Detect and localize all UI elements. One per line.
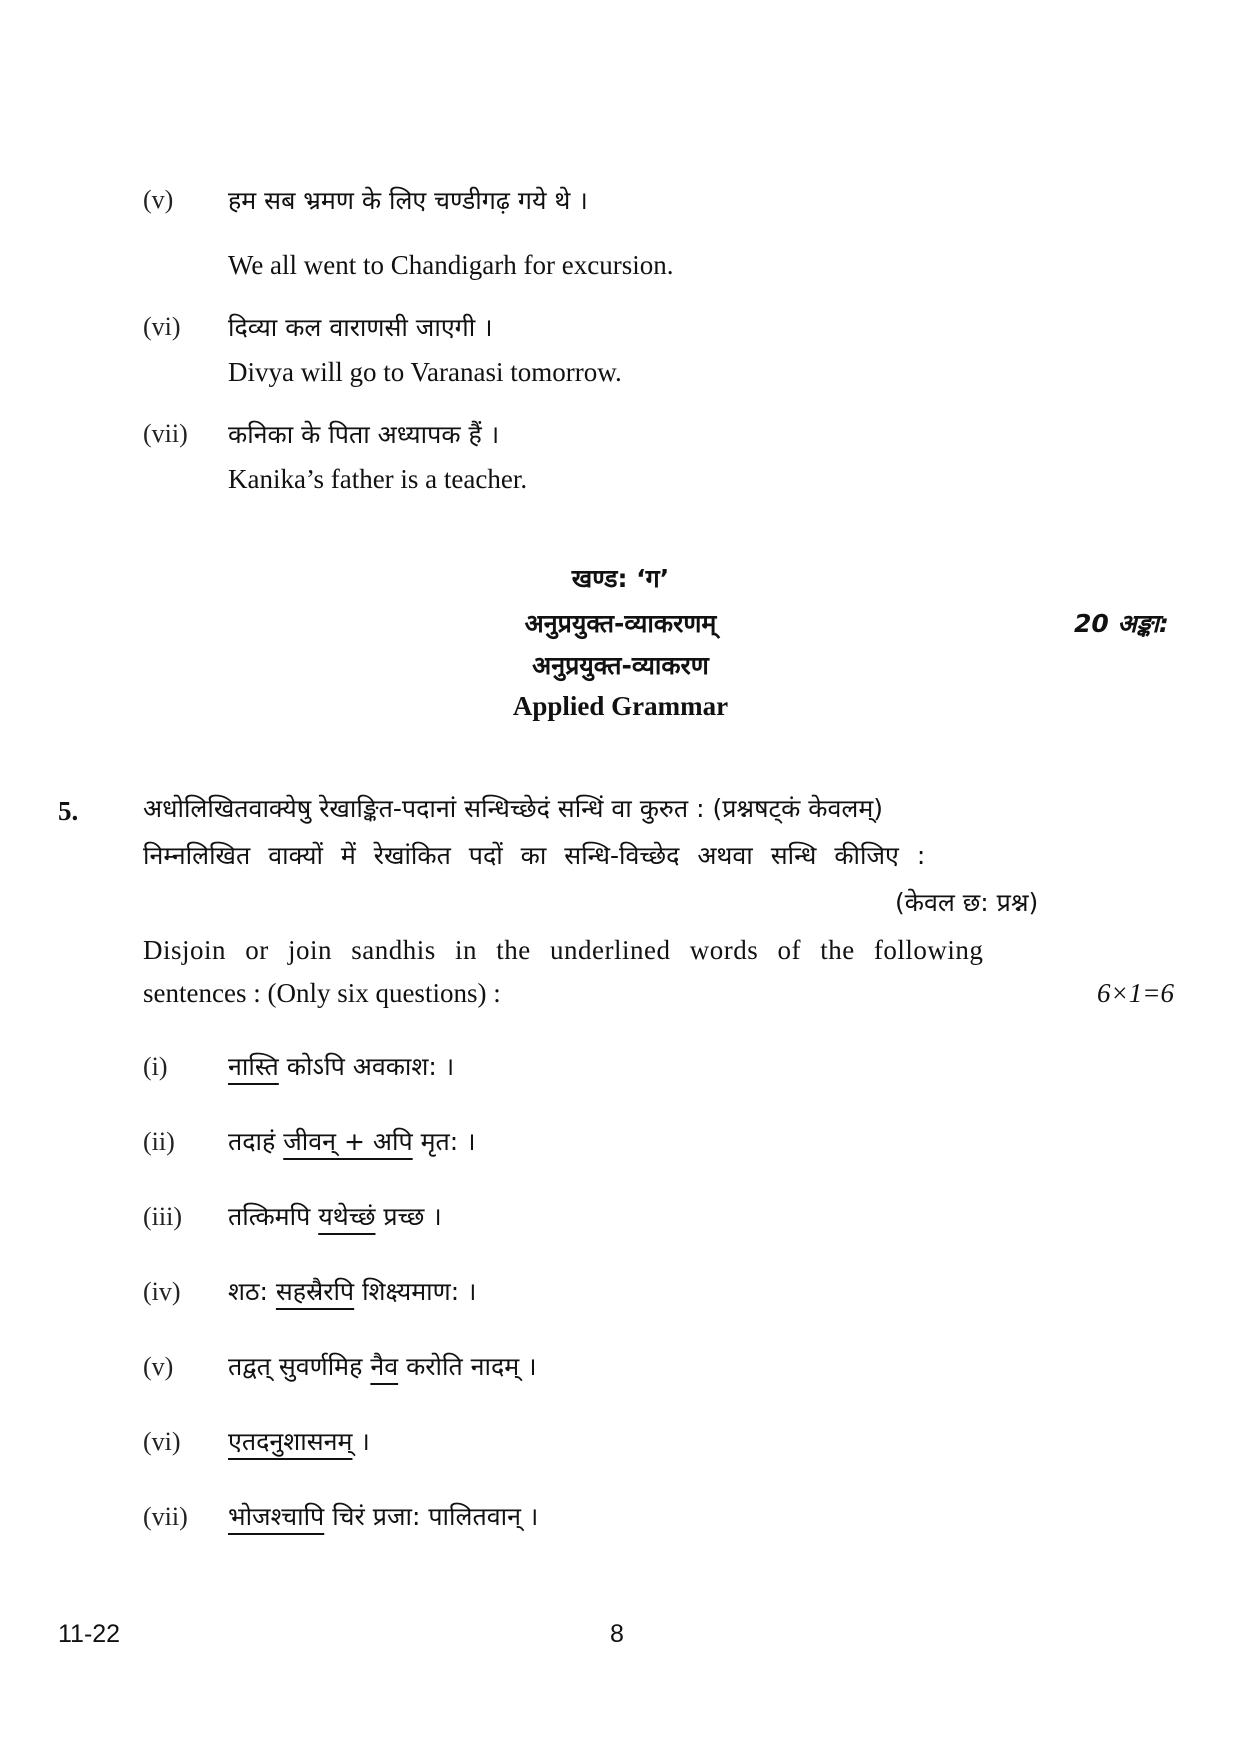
- sub-item-text: एतदनुशासनम् ।: [228, 1427, 370, 1456]
- page-number: 8: [610, 1620, 624, 1648]
- item-number: (v): [143, 185, 174, 214]
- section-sanskrit-title: अनुप्रयुक्त-व्याकरणम्: [524, 609, 717, 638]
- sub-item-text: भोजश्चापि चिरं प्रजा: पालितवान् ।: [228, 1502, 539, 1531]
- sub-item-number: (iv): [143, 1277, 181, 1306]
- sub-item-text: तद्वत् सुवर्णमिह नैव करोति नादम् ।: [228, 1352, 537, 1381]
- sub-item-number: (ii): [143, 1127, 175, 1156]
- sub-item-number: (v): [143, 1352, 174, 1381]
- question-english-line1: Disjoin or join sandhis in the underlined words of the following: [143, 935, 984, 965]
- sub-item-text: तदाहं जीवन् + अपि मृत: ।: [228, 1127, 476, 1156]
- question-number: 5.: [58, 796, 79, 826]
- hindi-sentence: हम सब भ्रमण के लिए चण्डीगढ़ गये थे ।: [228, 186, 588, 215]
- sub-item-number: (i): [143, 1052, 168, 1081]
- section-hindi-title: अनुप्रयुक्त-व्याकरण: [532, 651, 709, 680]
- sub-item-number: (vi): [143, 1427, 181, 1456]
- question-hindi-line1: निम्नलिखित वाक्यों में रेखांकित पदों का सन्धि-विच्छेद अथवा सन्धि कीजिए :: [143, 841, 926, 870]
- question-marks: 6×1=6: [1097, 978, 1174, 1008]
- section-english-title: Applied Grammar: [512, 691, 729, 721]
- question-english-line2: sentences : (Only six questions) :: [143, 978, 501, 1008]
- sub-item-number: (vii): [143, 1502, 188, 1531]
- english-sentence: Kanika’s father is a teacher.: [228, 464, 528, 494]
- underlined-word: सहस्रैरपि: [275, 1277, 355, 1306]
- item-number: (vii): [143, 419, 188, 448]
- underlined-word: जीवन् + अपि: [283, 1127, 413, 1156]
- sub-item-text: शठ: सहस्रैरपि शिक्ष्यमाण: ।: [228, 1277, 477, 1306]
- item-number: (vi): [143, 312, 181, 341]
- sub-item-text: नास्ति कोऽपि अवकाश: ।: [228, 1052, 455, 1081]
- section-marks: 20 अङ्का:: [1074, 609, 1169, 638]
- underlined-word: नास्ति: [228, 1052, 279, 1081]
- underlined-word: भोजश्चापि: [228, 1502, 325, 1531]
- section-title: खण्ड: ‘ग’: [571, 564, 670, 593]
- english-sentence: Divya will go to Varanasi tomorrow.: [228, 357, 622, 387]
- sub-item-number: (iii): [143, 1202, 182, 1231]
- paper-code: 11-22: [58, 1620, 121, 1648]
- hindi-sentence: कनिका के पिता अध्यापक हैं ।: [228, 420, 500, 449]
- english-sentence: We all went to Chandigarh for excursion.: [228, 250, 674, 280]
- sub-item-text: तत्किमपि यथेच्छं प्रच्छ ।: [228, 1202, 442, 1231]
- question-hindi-line2: (केवल छ: प्रश्न): [895, 888, 1039, 917]
- question-sanskrit: अधोलिखितवाक्येषु रेखाङ्कित-पदानां सन्धिच्छेदं सन्धिं वा कुरुत : (प्रश्नषट्कं केवलम्): [143, 794, 884, 823]
- underlined-word: नैव: [370, 1352, 399, 1381]
- underlined-word: एतदनुशासनम्: [228, 1427, 353, 1456]
- hindi-sentence: दिव्या कल वाराणसी जाएगी ।: [228, 313, 493, 342]
- underlined-word: यथेच्छं: [318, 1202, 376, 1231]
